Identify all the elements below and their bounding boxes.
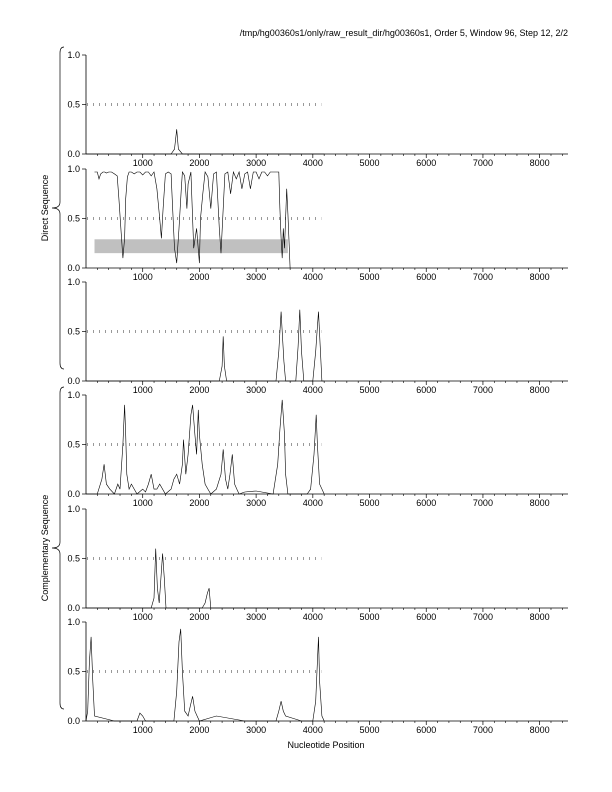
x-tick-label: 8000	[529, 385, 550, 395]
group-bracket	[52, 47, 64, 369]
x-tick-label: 6000	[416, 498, 437, 508]
y-tick-label: 0.5	[67, 439, 80, 450]
x-tick-label: 3000	[246, 725, 267, 735]
y-tick-label: 1.0	[67, 164, 80, 174]
x-tick-label: 2000	[189, 612, 210, 622]
x-tick-label: 8000	[529, 498, 550, 508]
panel-4	[67, 390, 568, 508]
x-tick-label: 4000	[302, 725, 323, 735]
y-tick-label: 0.0	[67, 263, 80, 273]
x-tick-label: 4000	[302, 498, 323, 508]
series-line	[86, 129, 324, 154]
panel-2	[67, 164, 568, 282]
y-tick-label: 0.0	[67, 716, 80, 726]
x-tick-label: 1000	[132, 272, 153, 282]
header-title: /tmp/hg00360s1/only/raw_result_dir/hg00360s1, Order 5, Window 96, Step 12, 2/2	[239, 28, 568, 38]
y-tick-label: 0.5	[67, 326, 80, 337]
x-tick-label: 2000	[189, 725, 210, 735]
x-tick-label: 6000	[416, 385, 437, 395]
x-tick-label: 5000	[359, 725, 380, 735]
x-tick-label: 4000	[302, 612, 323, 622]
x-tick-label: 5000	[359, 272, 380, 282]
x-tick-label: 2000	[189, 272, 210, 282]
x-tick-label: 7000	[472, 158, 493, 168]
x-tick-label: 7000	[472, 612, 493, 622]
group-label: Direct Sequence	[40, 174, 50, 242]
x-tick-label: 6000	[416, 612, 437, 622]
y-tick-label: 0.5	[67, 666, 80, 677]
x-tick-label: 1000	[132, 498, 153, 508]
x-tick-label: 1000	[132, 612, 153, 622]
x-tick-label: 8000	[529, 725, 550, 735]
x-tick-label: 3000	[246, 158, 267, 168]
y-tick-label: 1.0	[67, 504, 80, 514]
x-tick-label: 5000	[359, 612, 380, 622]
x-tick-label: 2000	[189, 158, 210, 168]
x-tick-label: 1000	[132, 385, 153, 395]
x-tick-label: 4000	[302, 272, 323, 282]
x-tick-label: 3000	[246, 385, 267, 395]
panel-6	[67, 617, 568, 735]
y-tick-label: 0.0	[67, 149, 80, 159]
series-line	[86, 629, 324, 721]
group-bracket	[52, 387, 64, 709]
x-tick-label: 2000	[189, 385, 210, 395]
y-tick-label: 1.0	[67, 50, 80, 60]
series-line	[86, 549, 324, 608]
y-tick-label: 0.5	[67, 99, 80, 110]
x-tick-label: 6000	[416, 725, 437, 735]
y-tick-label: 1.0	[67, 277, 80, 287]
x-tick-label: 6000	[416, 272, 437, 282]
x-tick-label: 8000	[529, 158, 550, 168]
x-tick-label: 1000	[132, 725, 153, 735]
series-line	[86, 400, 324, 494]
panel-3	[67, 277, 568, 395]
x-tick-label: 7000	[472, 272, 493, 282]
group-label: Complementary Sequence	[40, 494, 50, 602]
x-tick-label: 4000	[302, 158, 323, 168]
y-tick-label: 0.0	[67, 603, 80, 613]
y-tick-label: 1.0	[67, 390, 80, 400]
panels	[67, 50, 568, 735]
x-tick-label: 5000	[359, 498, 380, 508]
x-tick-label: 7000	[472, 385, 493, 395]
x-tick-label: 7000	[472, 498, 493, 508]
x-tick-label: 5000	[359, 158, 380, 168]
x-tick-label: 8000	[529, 272, 550, 282]
x-tick-label: 3000	[246, 498, 267, 508]
x-axis-label: Nucleotide Position	[287, 740, 365, 750]
y-tick-label: 0.5	[67, 553, 80, 564]
panel-5	[67, 504, 568, 622]
group-brackets	[40, 47, 64, 709]
y-tick-label: 0.0	[67, 489, 80, 499]
y-tick-label: 0.0	[67, 376, 80, 386]
series-line	[86, 310, 324, 381]
x-tick-label: 2000	[189, 498, 210, 508]
x-tick-label: 3000	[246, 612, 267, 622]
x-tick-label: 1000	[132, 158, 153, 168]
x-tick-label: 7000	[472, 725, 493, 735]
x-tick-label: 3000	[246, 272, 267, 282]
panel-1	[67, 50, 568, 168]
x-tick-label: 4000	[302, 385, 323, 395]
x-tick-label: 8000	[529, 612, 550, 622]
x-tick-label: 6000	[416, 158, 437, 168]
y-tick-label: 0.5	[67, 213, 80, 224]
x-tick-label: 5000	[359, 385, 380, 395]
y-tick-label: 1.0	[67, 617, 80, 627]
